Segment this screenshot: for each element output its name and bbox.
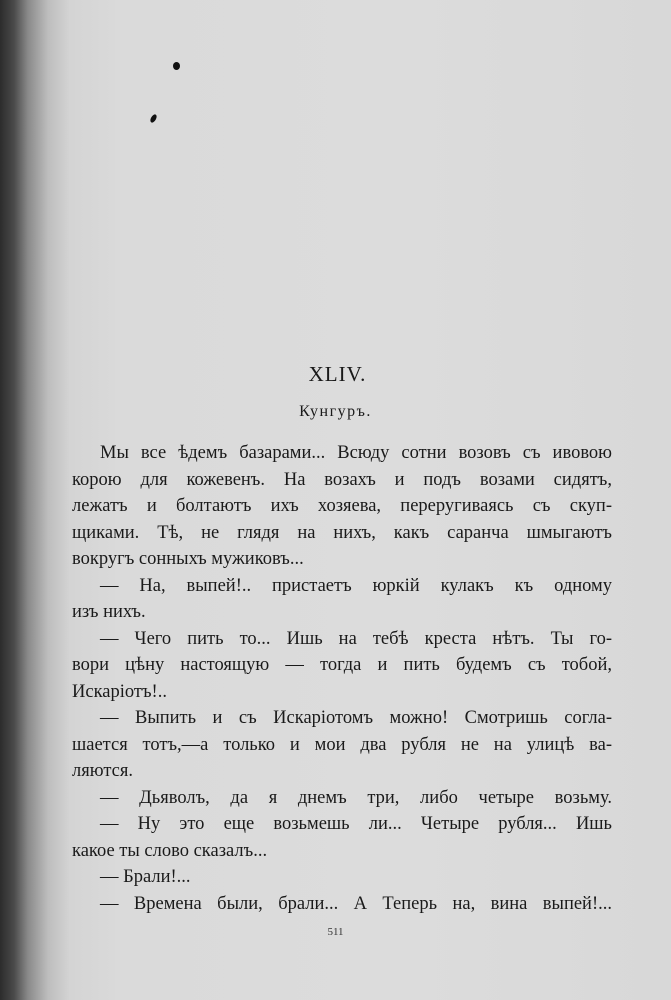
- text-line: — Ну это еще возьмешь ли... Четыре рубля... Ишь: [100, 814, 612, 834]
- text-line: вори цѣну настоящую — тогда и пить будемъ съ тобой,: [72, 655, 612, 675]
- text-line: лежатъ и болтаютъ ихъ хозяева, переругиваясь съ скуп-: [72, 496, 612, 516]
- text-line: — Выпить и съ Искаріотомъ можно! Смотришь согла-: [100, 708, 612, 728]
- ink-speck: [149, 113, 158, 123]
- text-line: — Дьяволъ, да я днемъ три, либо четыре возьму.: [100, 787, 612, 808]
- body-text: [72, 440, 612, 917]
- text-line: щиками. Тѣ, не глядя на нихъ, какъ саранча шмыгаютъ: [72, 522, 612, 543]
- page-number: 511: [327, 926, 344, 938]
- text-line: — Времена были, брали... А Теперь на, вина выпей!...: [100, 893, 612, 914]
- chapter-number: XLIV.: [308, 362, 367, 386]
- text-line: изъ нихъ.: [72, 602, 146, 622]
- text-line: — Чего пить то... Ишь на тебѣ креста нѣтъ. Ты го-: [100, 628, 612, 649]
- text-line: какое ты слово сказалъ...: [72, 840, 268, 861]
- text-line: — Брали!...: [100, 867, 191, 887]
- text-line: ляются.: [72, 761, 133, 781]
- text-line: — На, выпей!.. пристаетъ юркій кулакъ къ одному: [100, 575, 612, 596]
- text-line: шается тотъ,—а только и мои два рубля не на улицѣ ва-: [72, 734, 612, 755]
- text-line: Искаріотъ!..: [72, 681, 167, 702]
- text-line: Мы все ѣдемъ базарами... Всюду сотни возовъ съ ивовою: [100, 443, 612, 463]
- text-line: корою для кожевенъ. На возахъ и подъ возами сидятъ,: [72, 469, 612, 490]
- chapter-title: Кунгуръ.: [299, 403, 372, 420]
- ink-speck: [173, 62, 180, 70]
- text-line: вокругъ сонныхъ мужиковъ...: [72, 549, 304, 569]
